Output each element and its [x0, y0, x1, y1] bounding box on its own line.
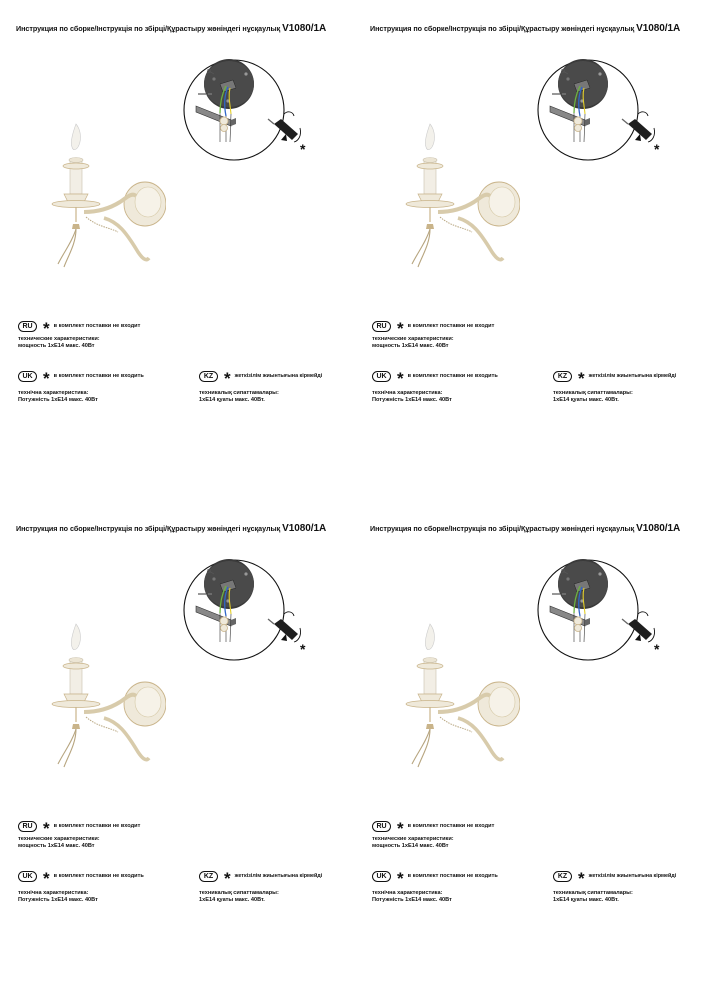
ru-spec-value: мощность 1хЕ14 макс. 40Вт	[372, 843, 449, 849]
model-code: V1080/1A	[282, 23, 327, 34]
uk-spec	[372, 890, 452, 904]
wall-mount-wiring-diagram	[176, 558, 311, 664]
ru-spec	[372, 836, 454, 850]
ru-section	[372, 819, 495, 838]
kz-badge: KZ	[199, 871, 218, 882]
kz-note: жеткізілім жиынтығына кірмейді	[234, 873, 323, 879]
kz-spec-heading: техникалық сипаттамалары:	[553, 390, 633, 396]
ru-spec-heading: технические характеристики:	[372, 836, 454, 842]
kz-note: жеткізілім жиынтығына кірмейді	[234, 373, 323, 379]
uk-badge: UK	[372, 871, 391, 882]
star-icon: *	[397, 369, 404, 388]
title-text: Инструкция по сборке/Інструкція по збірці/Құрастыру жөніндегі нұсқаулық	[370, 24, 635, 33]
model-code: V1080/1A	[636, 23, 681, 34]
uk-section	[18, 869, 144, 888]
kz-spec-heading: техникалық сипаттамалары:	[553, 890, 633, 896]
uk-section	[372, 369, 498, 388]
ru-spec	[372, 336, 454, 350]
uk-spec	[372, 390, 452, 404]
star-icon: *	[578, 869, 585, 888]
instruction-sheet-4	[354, 500, 707, 1000]
ru-badge: RU	[18, 321, 37, 332]
model-code: V1080/1A	[282, 523, 327, 534]
title-text: Инструкция по сборке/Інструкція по збірці/Құрастыру жөніндегі нұсқаулық	[16, 524, 281, 533]
kz-spec-value: 1хЕ14 қуаты макс. 40Вт.	[199, 397, 265, 403]
kz-badge: KZ	[199, 371, 218, 382]
uk-spec-value: Потужність 1хЕ14 макс. 40Вт	[18, 897, 98, 903]
uk-spec-heading: технічна характеристика:	[372, 390, 443, 396]
kz-spec	[553, 890, 633, 904]
instruction-title	[16, 523, 351, 534]
uk-note: в комплект поставки не входить	[407, 373, 498, 379]
instruction-sheet-1	[0, 0, 353, 500]
uk-spec-value: Потужність 1хЕ14 макс. 40Вт	[372, 897, 452, 903]
star-icon: *	[578, 369, 585, 388]
title-text: Инструкция по сборке/Інструкція по збірці/Құрастыру жөніндегі нұсқаулық	[370, 524, 635, 533]
kz-section	[199, 369, 323, 388]
mount-star: *	[300, 641, 306, 657]
ru-spec-value: мощность 1хЕ14 макс. 40Вт	[18, 343, 95, 349]
instruction-title	[370, 523, 705, 534]
ru-note: в комплект поставки не входит	[407, 823, 495, 829]
kz-spec-heading: техникалық сипаттамалары:	[199, 890, 279, 896]
ru-spec	[18, 836, 100, 850]
ru-spec-value: мощность 1хЕ14 макс. 40Вт	[372, 343, 449, 349]
uk-section	[18, 369, 144, 388]
uk-badge: UK	[18, 871, 37, 882]
uk-spec-heading: технічна характеристика:	[18, 390, 89, 396]
model-code: V1080/1A	[636, 523, 681, 534]
star-icon: *	[43, 819, 50, 838]
wall-mount-wiring-diagram	[176, 58, 311, 164]
uk-spec-value: Потужність 1хЕ14 макс. 40Вт	[372, 397, 452, 403]
ru-spec-value: мощность 1хЕ14 макс. 40Вт	[18, 843, 95, 849]
instruction-sheet-2	[354, 0, 707, 500]
wall-sconce-lamp-illustration	[400, 122, 520, 270]
ru-spec-heading: технические характеристики:	[372, 336, 454, 342]
kz-note: жеткізілім жиынтығына кірмейді	[588, 873, 677, 879]
kz-section	[553, 369, 677, 388]
star-icon: *	[224, 369, 231, 388]
uk-spec-heading: технічна характеристика:	[372, 890, 443, 896]
ru-section	[372, 319, 495, 338]
wall-mount-wiring-diagram	[530, 58, 665, 164]
uk-spec-heading: технічна характеристика:	[18, 890, 89, 896]
ru-section	[18, 319, 141, 338]
ru-spec-heading: технические характеристики:	[18, 336, 100, 342]
kz-spec-value: 1хЕ14 қуаты макс. 40Вт.	[199, 897, 265, 903]
instruction-title	[370, 23, 705, 34]
instruction-sheet-3	[0, 500, 353, 1000]
kz-badge: KZ	[553, 371, 572, 382]
ru-note: в комплект поставки не входит	[53, 323, 141, 329]
wall-sconce-lamp-illustration	[46, 622, 166, 770]
uk-note: в комплект поставки не входить	[53, 873, 144, 879]
kz-spec-heading: техникалық сипаттамалары:	[199, 390, 279, 396]
kz-section	[553, 869, 677, 888]
uk-badge: UK	[18, 371, 37, 382]
ru-note: в комплект поставки не входит	[53, 823, 141, 829]
star-icon: *	[43, 319, 50, 338]
ru-spec-heading: технические характеристики:	[18, 836, 100, 842]
uk-spec-value: Потужність 1хЕ14 макс. 40Вт	[18, 397, 98, 403]
star-icon: *	[397, 319, 404, 338]
star-icon: *	[43, 369, 50, 388]
wall-sconce-lamp-illustration	[400, 622, 520, 770]
kz-spec	[199, 390, 279, 404]
ru-badge: RU	[372, 821, 391, 832]
instruction-title	[16, 23, 351, 34]
star-icon: *	[397, 819, 404, 838]
uk-spec	[18, 890, 98, 904]
ru-badge: RU	[372, 321, 391, 332]
uk-note: в комплект поставки не входить	[53, 373, 144, 379]
kz-note: жеткізілім жиынтығына кірмейді	[588, 373, 677, 379]
uk-section	[372, 869, 498, 888]
ru-note: в комплект поставки не входит	[407, 323, 495, 329]
ru-section	[18, 819, 141, 838]
kz-section	[199, 869, 323, 888]
kz-spec	[199, 890, 279, 904]
mount-star: *	[654, 141, 660, 157]
mount-star: *	[654, 641, 660, 657]
star-icon: *	[224, 869, 231, 888]
mount-star: *	[300, 141, 306, 157]
title-text: Инструкция по сборке/Інструкція по збірці/Құрастыру жөніндегі нұсқаулық	[16, 24, 281, 33]
kz-badge: KZ	[553, 871, 572, 882]
ru-spec	[18, 336, 100, 350]
wall-mount-wiring-diagram	[530, 558, 665, 664]
kz-spec-value: 1хЕ14 қуаты макс. 40Вт.	[553, 397, 619, 403]
kz-spec	[553, 390, 633, 404]
uk-badge: UK	[372, 371, 391, 382]
ru-badge: RU	[18, 821, 37, 832]
star-icon: *	[43, 869, 50, 888]
kz-spec-value: 1хЕ14 қуаты макс. 40Вт.	[553, 897, 619, 903]
star-icon: *	[397, 869, 404, 888]
uk-spec	[18, 390, 98, 404]
wall-sconce-lamp-illustration	[46, 122, 166, 270]
uk-note: в комплект поставки не входить	[407, 873, 498, 879]
